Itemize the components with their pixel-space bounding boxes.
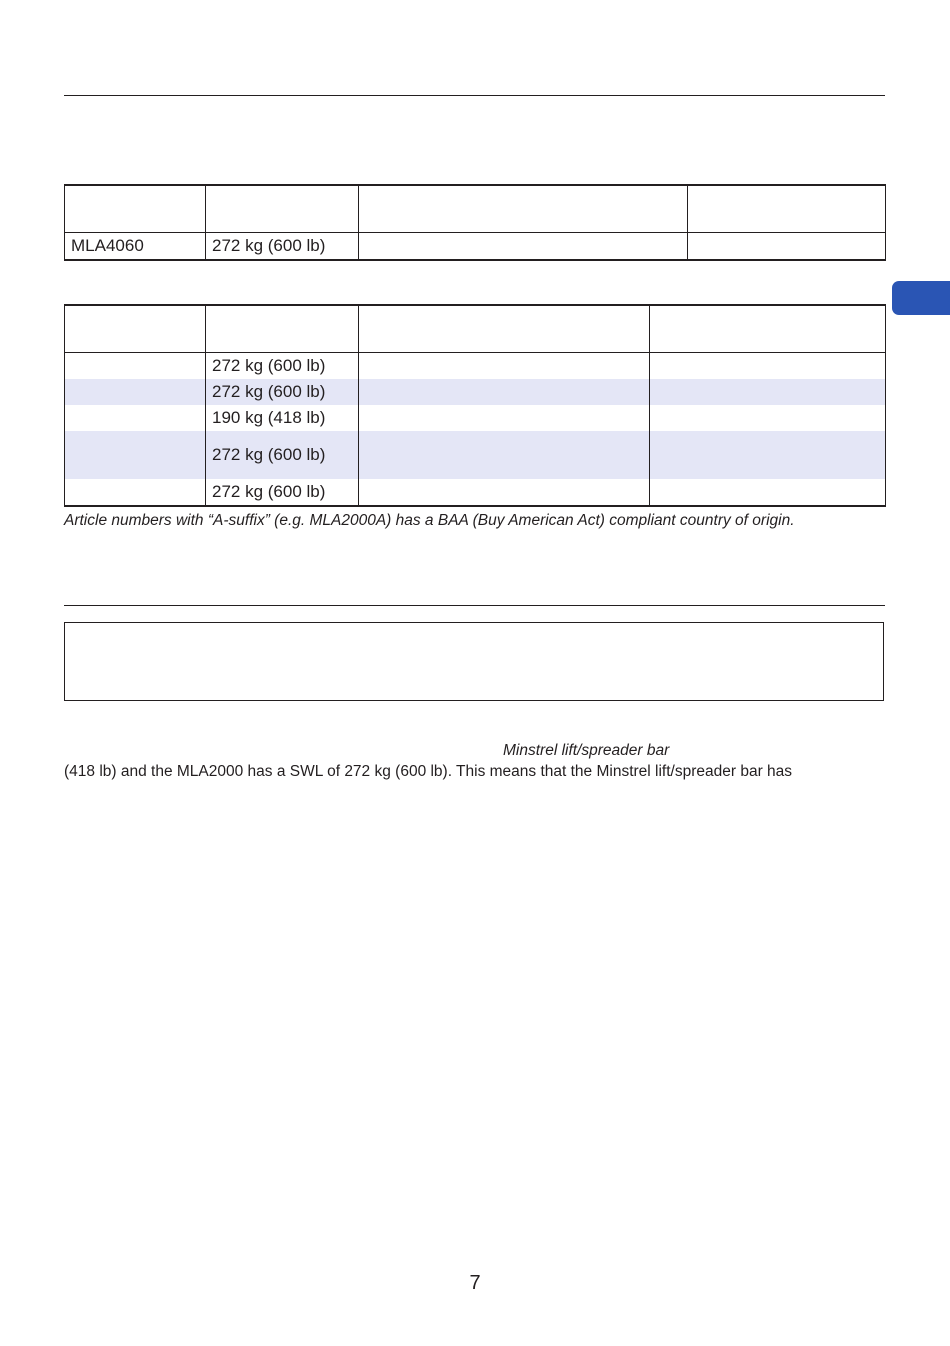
article-number-cell: MLA4060 [65, 233, 206, 261]
table-row [65, 379, 886, 405]
empty-cell [688, 233, 886, 261]
empty-cell [359, 233, 688, 261]
empty-cell [65, 431, 206, 479]
empty-cell [650, 353, 886, 380]
empty-cell [650, 405, 886, 431]
empty-cell [359, 405, 650, 431]
table-header-row [65, 185, 886, 233]
empty-cell [359, 431, 650, 479]
table-header-row [65, 305, 886, 353]
table-row [65, 431, 886, 479]
spec-table-one [64, 184, 886, 261]
page-number: 7 [469, 1272, 481, 1294]
table-row [65, 353, 886, 380]
header-cell [65, 185, 206, 233]
header-cell [650, 305, 886, 353]
swl-cell: 272 kg (600 lb) [206, 431, 359, 479]
empty-cell [65, 405, 206, 431]
empty-cell [65, 353, 206, 380]
empty-cell [650, 479, 886, 506]
header-cell [688, 185, 886, 233]
swl-cell: 272 kg (600 lb) [206, 379, 359, 405]
empty-cell [650, 379, 886, 405]
notice-box [64, 622, 884, 701]
header-cell [206, 305, 359, 353]
body-text-line: (418 lb) and the MLA2000 has a SWL of 272 kg (600 lb). This means that the Minstrel lift/spreader bar has [64, 763, 793, 780]
swl-cell: 272 kg (600 lb) [206, 233, 359, 261]
header-cell [206, 185, 359, 233]
table-footnote: Article numbers with “A-suffix” (e.g. MLA2000A) has a BAA (Buy American Act) compliant country of origin. [64, 512, 795, 529]
empty-cell [65, 479, 206, 506]
table-row [65, 233, 886, 261]
swl-cell: 272 kg (600 lb) [206, 479, 359, 506]
header-cell [65, 305, 206, 353]
empty-cell [650, 431, 886, 479]
header-cell [359, 185, 688, 233]
italic-product-name: Minstrel lift/spreader bar [503, 742, 670, 759]
swl-cell: 272 kg (600 lb) [206, 353, 359, 380]
empty-cell [65, 379, 206, 405]
chapter-tab-marker [892, 281, 950, 315]
empty-cell [359, 353, 650, 380]
empty-cell [359, 479, 650, 506]
spec-table-two [64, 304, 886, 507]
table-row [65, 479, 886, 506]
table-row [65, 405, 886, 431]
swl-cell: 190 kg (418 lb) [206, 405, 359, 431]
empty-cell [359, 379, 650, 405]
section-divider-top [64, 95, 885, 96]
section-divider-middle [64, 605, 885, 606]
header-cell [359, 305, 650, 353]
